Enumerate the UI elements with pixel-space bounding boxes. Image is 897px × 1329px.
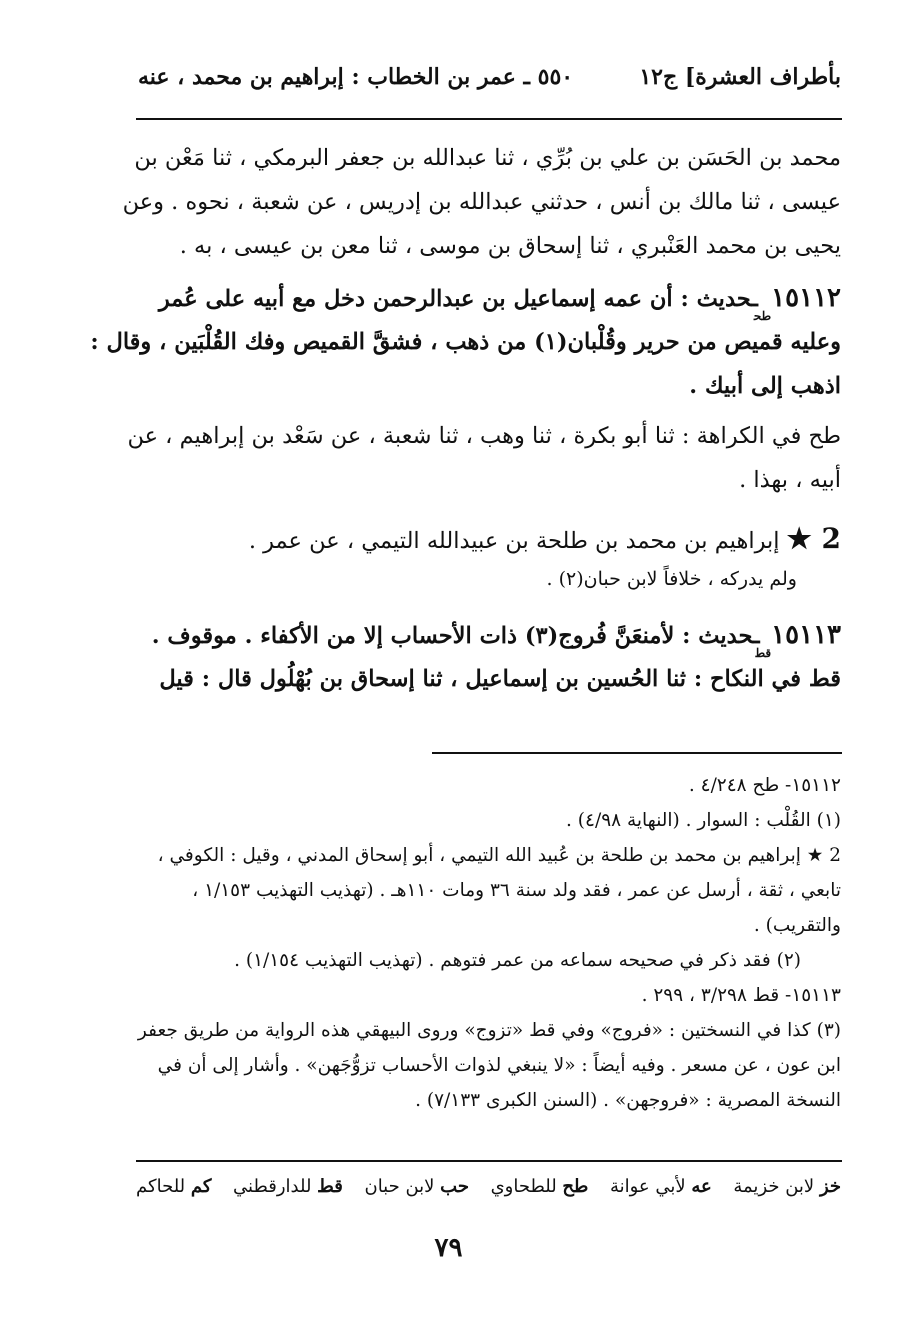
footnotes xyxy=(136,768,841,1118)
footnote-line: 2 ★ إبراهيم بن محمد بن طلحة بن عُبيد الله التيمي ، أبو إسحاق المدني ، وقيل : الكوفي ، xyxy=(157,845,841,866)
narrator-line: إبراهيم بن محمد بن طلحة بن عبيدالله التيمي ، عن عمر . xyxy=(248,528,780,554)
source-code: قط xyxy=(755,646,772,660)
header-rule xyxy=(136,118,842,120)
footnote-line: والتقريب) . xyxy=(753,915,841,936)
abbr-item: طح للطحاوي xyxy=(490,1176,589,1197)
star-marker: 2 ★ xyxy=(786,522,841,555)
running-head-book: بأطراف العشرة] ج١٢ xyxy=(639,64,841,90)
hadith-text: ـحديث : لأمنعَنَّ فُروج(٣) ذات الأحساب إلا من الأكفاء . موقوف . xyxy=(151,623,760,649)
narrator-note: ولم يدركه ، خلافاً لابن حبان(٢) . xyxy=(546,568,797,590)
hadith-15113-heading xyxy=(152,620,841,660)
hadith-text: ـحديث : أن عمه إسماعيل بن عبدالرحمن دخل مع أبيه على عُمر xyxy=(158,286,758,312)
legend-rule xyxy=(136,1160,842,1162)
page-number: ٧٩ xyxy=(434,1233,463,1263)
main-text xyxy=(90,136,841,502)
abbr-item: حب لابن حبان xyxy=(364,1176,469,1197)
footnote-line: (٣) كذا في النسختين : «فروج» وفي قط «تزوج» وروى البيهقي هذه الرواية من طريق جعفر xyxy=(137,1020,841,1041)
footnote-rule xyxy=(432,752,842,754)
hadith-15112-heading xyxy=(136,276,841,323)
footnote-line: (١) القُلْب : السوار . (النهاية ٤/٩٨) . xyxy=(566,810,841,831)
text-line: قط في النكاح : ثنا الحُسين بن إسماعيل ، ثنا إسحاق بن بُهْلُول قال : قيل xyxy=(159,666,841,692)
text-line: عيسى ، ثنا مالك بن أنس ، حدثني عبدالله بن إدريس ، عن شعبة ، نحوه . وعن xyxy=(122,189,841,215)
footnote-line: النسخة المصرية : «فروجهن» . (السنن الكبرى ٧/١٣٣) . xyxy=(415,1090,841,1111)
text-line: اذهب إلى أبيك . xyxy=(689,373,841,399)
text-line: وعليه قميص من حرير وقُلْبان(١) من ذهب ، فشقَّ القميص وفك القُلْبَين ، وقال : xyxy=(90,329,841,355)
source-code: طح xyxy=(753,309,772,323)
footnote-line: ١٥١١٣- قط ٣/٢٩٨ ، ٢٩٩ . xyxy=(641,985,841,1006)
abbr-item: خز لابن خزيمة xyxy=(733,1176,841,1197)
text-line: يحيى بن محمد العَنْبري ، ثنا إسحاق بن موسى ، ثنا معن بن عيسى ، به . xyxy=(179,233,841,259)
footnote-line: ١٥١١٢- طح ٤/٢٤٨ . xyxy=(688,775,841,796)
abbr-item: عه لأبي عوانة xyxy=(609,1176,712,1197)
abbr-item: قط للدارقطني xyxy=(233,1176,343,1197)
abbreviation-legend xyxy=(136,1176,841,1197)
running-head-section: ٥٥٠ ـ عمر بن الخطاب : إبراهيم بن محمد ، عنه xyxy=(138,64,574,90)
text-line: أبيه ، بهذا . xyxy=(739,467,841,493)
text-line: طح في الكراهة : ثنا أبو بكرة ، ثنا وهب ، ثنا شعبة ، عن سَعْد بن إبراهيم ، عن xyxy=(127,423,841,449)
footnote-line: ابن عون ، عن مسعر . وفيه أيضاً : «لا ينبغي لذوات الأحساب تزوُّجَهن» . وأشار إلى أن في xyxy=(157,1055,841,1076)
text-line: محمد بن الحَسَن بن علي بن بُرِّي ، ثنا عبدالله بن جعفر البرمكي ، ثنا مَعْن بن xyxy=(134,145,841,171)
footnote-line: (٢) فقد ذكر في صحيحه سماعه من عمر فتوهم . (تهذيب التهذيب ١/١٥٤) . xyxy=(234,950,801,971)
abbr-item: كم للحاكم xyxy=(136,1176,212,1197)
hadith-number: ١٥١١٣ xyxy=(771,620,841,650)
hadith-number: ١٥١١٢ xyxy=(771,283,841,313)
narrator-entry xyxy=(249,522,841,555)
footnote-line: تابعي ، ثقة ، أرسل عن عمر ، فقد ولد سنة ٣٦ ومات ١١٠هـ . (تهذيب التهذيب ١/١٥٣ ، xyxy=(192,880,841,901)
